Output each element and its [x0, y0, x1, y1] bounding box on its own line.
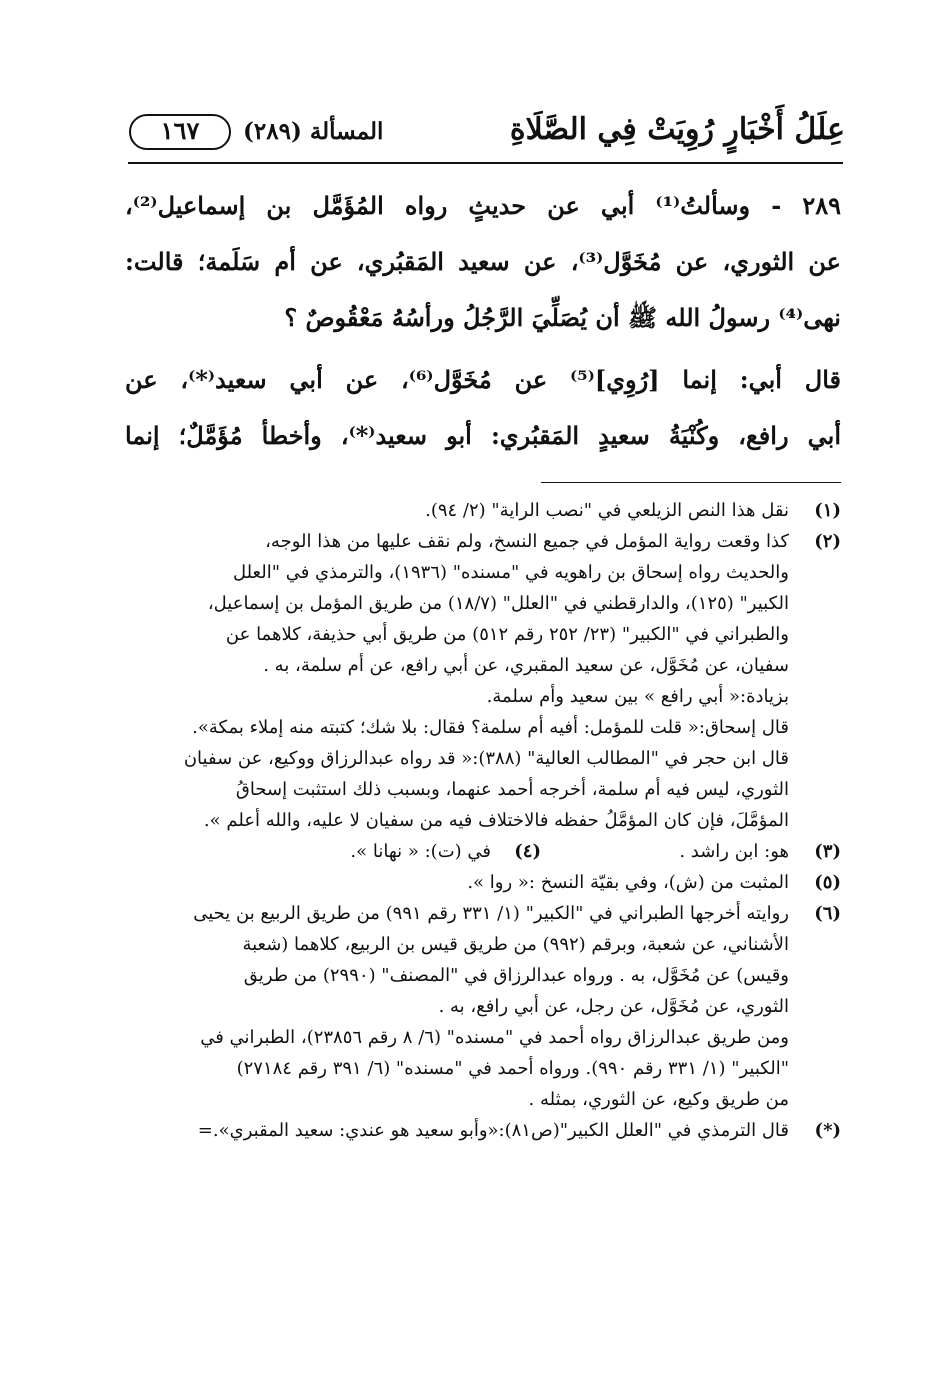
- page-number: ١٦٧: [129, 114, 231, 150]
- footnote-line: هو: ابن راشد .: [679, 841, 789, 862]
- footnote-line: "الكبير" (١/ ٣٣١ رقم ٩٩٠). ورواه أحمد في "مسنده" (٦/ ٣٩١ رقم ٢٧١٨٤): [236, 1058, 789, 1079]
- footnote-line: نقل هذا النص الزيلعي في "نصب الراية" (٢/ ٩٤).: [425, 500, 789, 521]
- footnote-line: ومن طريق عبدالرزاق رواه أحمد في "مسنده" (٦/ ٨ رقم ٢٣٨٥٦)، الطبراني في: [200, 1027, 789, 1048]
- text-line: عن الثوري، عن مُخَوَّل⁽³⁾، عن سعيد المَقبُري، عن أم سَلَمة؛ قالت:: [125, 247, 841, 276]
- footnote-number: (١): [814, 500, 841, 521]
- footnote-3-4: [125, 836, 841, 867]
- footnote-number: (*): [814, 1120, 841, 1141]
- footnote-line: والحديث رواه إسحاق بن راهويه في "مسنده" (١٩٣٦)، والترمذي في "العلل: [232, 562, 789, 583]
- footnote-line: روايته أخرجها الطبراني في "الكبير" (١/ ٣٣١ رقم ٩٩١) من طريق الربيع بن يحيى: [193, 903, 789, 924]
- footnote-number: (٥): [814, 872, 841, 893]
- footnote-number: (٦): [814, 903, 841, 924]
- paragraph-answer: [125, 352, 841, 464]
- footnote-6: [125, 898, 841, 1115]
- footnote-line: قال إسحاق:« قلت للمؤمل: أفيه أم سلمة؟ فقال: بلا شك؛ كتبته منه إملاء بمكة».: [192, 717, 789, 738]
- footnote-line: الثوري، ليس فيه أم سلمة، أخرجه أحمد عنهما، وبسبب ذلك استثبت إسحاقُ: [235, 779, 789, 800]
- page-header: [125, 108, 845, 160]
- footnote-line: وقيس) عن مُخَوَّل، به . ورواه عبدالرزاق في "المصنف" (٢٩٩٠) من طريق: [243, 965, 789, 986]
- header-divider: [128, 162, 843, 164]
- footnote-line: بزيادة:« أبي رافع » بين سعيد وأم سلمة.: [486, 686, 789, 707]
- footnote-number: (٣): [814, 841, 841, 862]
- footnote-star: [125, 1115, 841, 1146]
- footnote-number: (٤): [514, 841, 541, 862]
- footnote-line: كذا وقعت رواية المؤمل في جميع النسخ، ولم نقف عليها من هذا الوجه،: [265, 531, 789, 552]
- text-line: أبي رافع، وكُنْيَةُ سعيدٍ المَقبُري: أبو سعيد⁽*⁾، وأخطأ مُؤَمَّلٌ؛ إنما: [125, 421, 841, 450]
- text-line: قال أبي: إنما [رُوِي]⁽⁵⁾ عن مُخَوَّل⁽⁶⁾، عن أبي سعيد⁽*⁾، عن: [125, 365, 841, 394]
- footnote-number: (٢): [814, 531, 841, 552]
- text-line: نهى⁽⁴⁾ رسولُ الله ﷺ أن يُصَلِّيَ الرَّجُلُ ورأسُهُ مَعْقُوصٌ ؟: [284, 303, 841, 332]
- main-text: [125, 178, 841, 464]
- footnotes: [125, 495, 841, 1146]
- footnote-line: من طريق وكيع، عن الثوري، بمثله .: [528, 1089, 789, 1110]
- footnote-line: الثوري، عن مُخَوَّل، عن رجل، عن أبي رافع، به .: [438, 996, 789, 1017]
- footnote-line: الأشناني، عن شعبة، وبرقم (٩٩٢) من طريق قيس بن الربيع، كلاهما (شعبة: [242, 934, 789, 955]
- text-line: ٢٨٩ - وسألتُ⁽¹⁾ أبي عن حديثٍ رواه المُؤَمَّل بن إسماعيل⁽²⁾،: [125, 191, 841, 220]
- footnote-line: المثبت من (ش)، وفي بقيّة النسخ :« روا ».: [467, 872, 789, 893]
- footnote-5: [125, 867, 841, 898]
- footnote-line: في (ت): « نهانا ».: [350, 841, 491, 862]
- issue-label: المسألة (٢٨٩): [243, 118, 384, 145]
- paragraph-question: [125, 178, 841, 346]
- footnote-divider: [541, 482, 841, 483]
- footnote-line: المؤمَّلَ، فإن كان المؤمَّلُ حفظه فالاختلاف فيه من سفيان لا عليه، والله أعلم ».: [203, 810, 789, 831]
- footnote-2: [125, 526, 841, 836]
- footnote-line: الكبير" (١٢٥)، والدارقطني في "العلل" (١٨/٧) من طريق المؤمل بن إسماعيل،: [207, 593, 789, 614]
- footnote-line: قال الترمذي في "العلل الكبير"(ص٨١):«وأبو سعيد هو عندي: سعيد المقبري».=: [197, 1120, 789, 1141]
- book-title: عِلَلُ أَخْبَارٍ رُوِيَتْ فِي الصَّلَاةِ: [509, 112, 845, 147]
- footnote-line: سفيان، عن مُخَوَّل، عن سعيد المقبري، عن أبي رافع، عن أم سلمة، به .: [263, 655, 789, 676]
- footnote-line: والطبراني في "الكبير" (٢٣/ ٢٥٢ رقم ٥١٢) من طريق أبي حذيفة، كلاهما عن: [225, 624, 789, 645]
- footnote-1: [125, 495, 841, 526]
- footnote-line: قال ابن حجر في "المطالب العالية" (٣٨٨):« قد رواه عبدالرزاق ووكيع، عن سفيان: [183, 748, 789, 769]
